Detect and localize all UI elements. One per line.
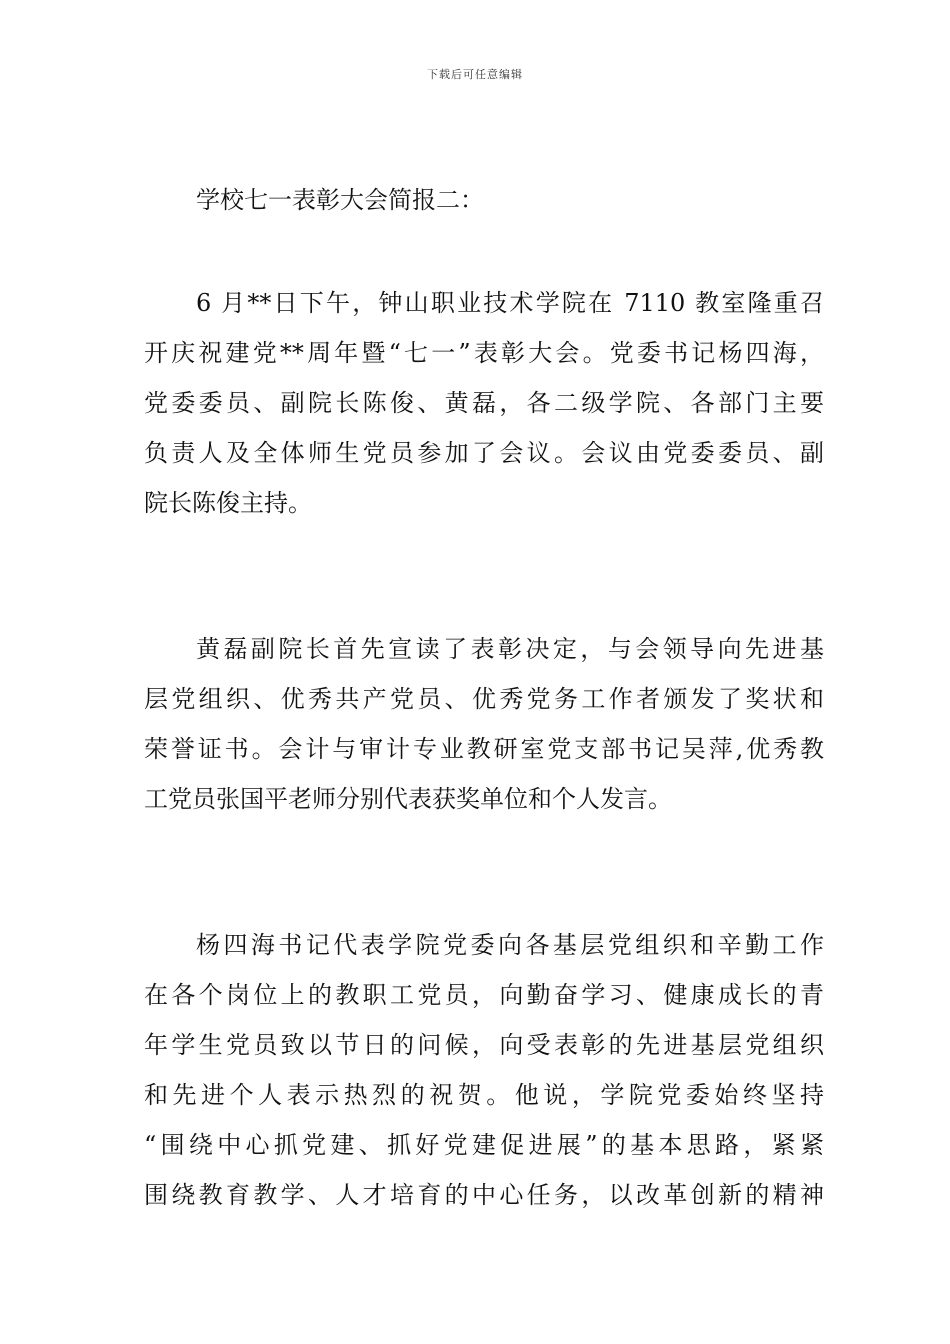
paragraph-line: 和先进个人表示热烈的祝贺。他说，学院党委始终坚持 — [144, 1081, 824, 1109]
paragraph-line: 层党组织、优秀共产党员、优秀党务工作者颁发了奖状和 — [144, 685, 824, 713]
paragraph-line: 开庆祝建党**周年暨“七一”表彰大会。党委书记杨四海， — [144, 339, 824, 367]
paragraph-line: 黄磊副院长首先宣读了表彰决定，与会领导向先进基 — [196, 635, 824, 663]
paragraph-line: 围绕教育教学、人才培育的中心任务，以改革创新的精神 — [144, 1181, 824, 1209]
paragraph-line: 工党员张国平老师分别代表获奖单位和个人发言。 — [144, 785, 672, 813]
paragraph-line: “围绕中心抓党建、抓好党建促进展”的基本思路，紧紧 — [144, 1131, 824, 1159]
paragraph-line: 负责人及全体师生党员参加了会议。会议由党委委员、副 — [144, 439, 824, 467]
paragraph-line: 年学生党员致以节日的问候，向受表彰的先进基层党组织 — [144, 1031, 824, 1059]
document-title: 学校七一表彰大会简报二： — [196, 186, 484, 214]
paragraph-meeting-overview — [144, 278, 824, 528]
paragraph-line: 杨四海书记代表学院党委向各基层党组织和辛勤工作 — [196, 931, 824, 959]
paragraph-line: 院长陈俊主持。 — [144, 489, 312, 517]
paragraph-line: 荣誉证书。会计与审计专业教研室党支部书记吴萍,优秀教 — [144, 735, 824, 763]
paragraph-line: 党委委员、副院长陈俊、黄磊，各二级学院、各部门主要 — [144, 389, 824, 417]
page-header-note: 下载后可任意编辑 — [427, 68, 523, 81]
paragraph-line: 6 月**日下午，钟山职业技术学院在 7110 教室隆重召 — [196, 289, 824, 317]
paragraph-awards — [144, 624, 824, 824]
paragraph-secretary-speech — [144, 920, 824, 1220]
paragraph-line: 在各个岗位上的教职工党员，向勤奋学习、健康成长的青 — [144, 981, 824, 1009]
